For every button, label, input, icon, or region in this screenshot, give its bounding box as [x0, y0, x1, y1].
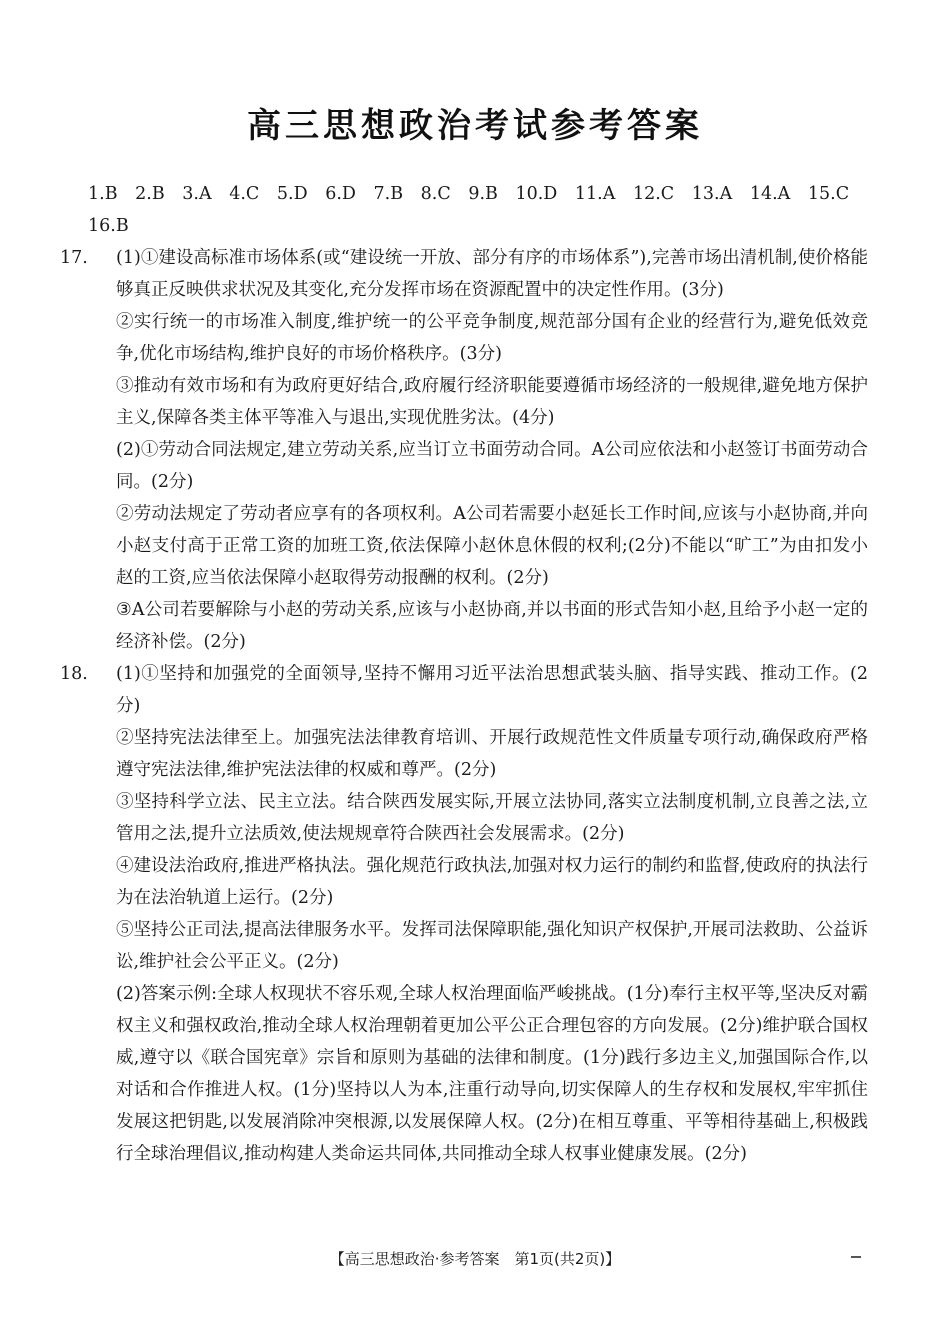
answer-paragraph: ③坚持科学立法、民主立法。结合陕西发展实际,开展立法协同,落实立法制度机制,立良善之法,立管用之法,提升立法质效,使法规规章符合陕西社会发展需求。(2分)	[116, 792, 868, 844]
answer-paragraph: (2)答案示例:全球人权现状不容乐观,全球人权治理面临严峻挑战。(1分)奉行主权平等,坚决反对霸权主义和强权政治,推动全球人权治理朝着更加公平公正合理包容的方向发展。(2分)维护联合国权威,遵守以《联合国宪章》宗旨和原则为基础的法律和制度。(1分)践行多边主义,加强国际合作,以对话和合作推进人权。(1分)坚持以人为本,注重行动导向,切实保障人的生存权和发展权,牢牢抓住发展这把钥匙,以发展消除冲突根源,以发展保障人权。(2分)在相互尊重、平等相待基础上,积极践行全球治理倡议,推动构建人类命运共同体,共同推动全球人权事业健康发展。(2分)	[116, 984, 868, 1164]
answer-paragraph: ③推动有效市场和有为政府更好结合,政府履行经济职能要遵循市场经济的一般规律,避免地方保护主义,保障各类主体平等准入与退出,实现优胜劣汰。(4分)	[116, 376, 868, 428]
mc-answer: 15.C	[807, 184, 850, 204]
question-number: 17.	[60, 248, 88, 268]
answer-text: (1)①坚持和加强党的全面领导,坚持不懈用习近平法治思想武装头脑、指导实践、推动工作。(2分)	[116, 664, 868, 716]
mc-answer: 1.B	[88, 184, 118, 204]
answer-paragraph: ②实行统一的市场准入制度,维护统一的公平竞争制度,规范部分国有企业的经营行为,避免低效竞争,优化市场结构,维护良好的市场价格秩序。(3分)	[116, 312, 868, 364]
corner-mark	[851, 1256, 861, 1258]
mc-answer: 9.B	[468, 184, 498, 204]
mc-answer: 11.A	[574, 184, 616, 204]
answer-paragraph: ④建设法治政府,推进严格执法。强化规范行政执法,加强对权力运行的制约和监督,使政府的执法行为在法治轨道上运行。(2分)	[116, 856, 868, 908]
answer-paragraph: ⑤坚持公正司法,提高法律服务水平。发挥司法保障职能,强化知识产权保护,开展司法救助、公益诉讼,维护社会公平正义。(2分)	[116, 920, 868, 972]
question-17	[60, 242, 868, 658]
answer-paragraph: ②坚持宪法法律至上。加强宪法法律教育培训、开展行政规范性文件质量专项行动,确保政府严格遵守宪法法律,维护宪法法律的权威和尊严。(2分)	[116, 728, 868, 780]
answer-paragraph: ②劳动法规定了劳动者应享有的各项权利。A公司若需要小赵延长工作时间,应该与小赵协商,并向小赵支付高于正常工资的加班工资,依法保障小赵休息休假的权利;(2分)不能以“旷工”为由扣发小赵的工资,应当依法保障小赵取得劳动报酬的权利。(2分)	[116, 504, 868, 588]
answer-paragraph: (2)①劳动合同法规定,建立劳动关系,应当订立书面劳动合同。A公司应依法和小赵签订书面劳动合同。(2分)	[116, 440, 868, 492]
answer-content	[60, 178, 868, 1170]
question-18	[60, 658, 868, 1170]
mc-answer: 2.B	[135, 184, 165, 204]
multiple-choice-answers	[88, 178, 868, 242]
answer-text: (1)①建设高标准市场体系(或“建设统一开放、部分有序的市场体系”),完善市场出清机制,使价格能够真正反映供求状况及其变化,充分发挥市场在资源配置中的决定性作用。(3分)	[116, 248, 868, 300]
page-footer: 【高三思想政治·参考答案 第1页(共2页)】	[329, 1250, 621, 1268]
mc-answer: 6.D	[325, 184, 356, 204]
mc-answer: 7.B	[373, 184, 404, 204]
mc-answer: 14.A	[749, 184, 791, 204]
answer-paragraph: ③A公司若要解除与小赵的劳动关系,应该与小赵协商,并以书面的形式告知小赵,且给予小赵一定的经济补偿。(2分)	[116, 600, 868, 652]
answer-paragraph	[60, 242, 868, 306]
mc-answer: 3.A	[182, 184, 212, 204]
mc-answer: 12.C	[632, 184, 675, 204]
mc-answer: 4.C	[229, 184, 260, 204]
mc-answer: 16.B	[88, 216, 129, 236]
answer-paragraph	[60, 658, 868, 722]
mc-answer: 13.A	[691, 184, 733, 204]
page-title: 高三思想政治考试参考答案	[247, 106, 703, 146]
mc-answer: 8.C	[420, 184, 451, 204]
mc-answer: 10.D	[515, 184, 558, 204]
mc-answer: 5.D	[276, 184, 308, 204]
question-number: 18.	[60, 664, 88, 684]
